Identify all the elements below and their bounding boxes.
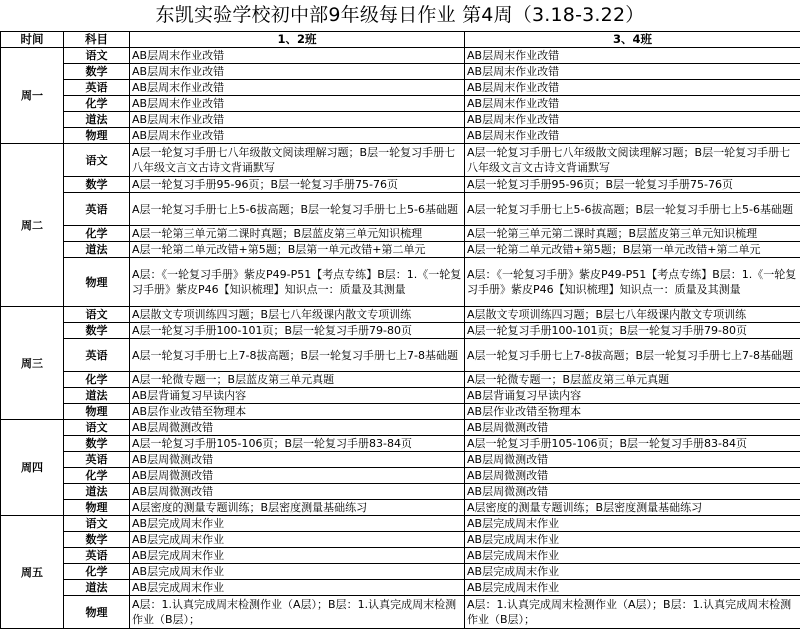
- homework-cell-class-1-2: AB层完成周末作业: [130, 580, 465, 596]
- homework-cell-class-1-2: AB层完成周末作业: [130, 564, 465, 580]
- subject-cell: 英语: [64, 339, 130, 372]
- homework-cell-class-3-4: AB层周末作业改错: [465, 112, 800, 128]
- homework-cell-class-3-4: AB层周微测改错: [465, 468, 800, 484]
- homework-cell-class-3-4: AB层周微测改错: [465, 484, 800, 500]
- subject-cell: 道法: [64, 580, 130, 596]
- table-row: [1, 468, 800, 484]
- homework-cell-class-1-2: AB层周末作业改错: [130, 80, 465, 96]
- table-row: [1, 372, 800, 388]
- homework-cell-class-3-4: A层一轮微专题一；B层蓝皮第三单元真题: [465, 372, 800, 388]
- homework-cell-class-1-2: AB层周末作业改错: [130, 48, 465, 64]
- homework-cell-class-1-2: A层一轮复习手册105-106页；B层一轮复习手册83-84页: [130, 436, 465, 452]
- homework-cell-class-1-2: A层密度的测量专题训练；B层密度测量基础练习: [130, 500, 465, 516]
- homework-cell-class-3-4: AB层完成周末作业: [465, 580, 800, 596]
- subject-cell: 数学: [64, 323, 130, 339]
- table-row: [1, 452, 800, 468]
- homework-cell-class-1-2: AB层周末作业改错: [130, 112, 465, 128]
- homework-cell-class-3-4: A层一轮第三单元第二课时真题；B层蓝皮第三单元知识梳理: [465, 226, 800, 242]
- subject-cell: 语文: [64, 307, 130, 323]
- homework-cell-class-3-4: A层一轮复习手册七八年级散文阅读理解习题；B层一轮复习手册七八年级文言文古诗文背诵默写: [465, 144, 800, 177]
- homework-cell-class-1-2: AB层周微测改错: [130, 420, 465, 436]
- table-row: [1, 580, 800, 596]
- subject-cell: 道法: [64, 112, 130, 128]
- table-row: [1, 388, 800, 404]
- homework-cell-class-3-4: AB层周末作业改错: [465, 48, 800, 64]
- subject-cell: 道法: [64, 242, 130, 258]
- table-row: [1, 307, 800, 323]
- header-subject: 科目: [64, 32, 130, 48]
- homework-cell-class-3-4: AB层背诵复习早读内容: [465, 388, 800, 404]
- homework-cell-class-1-2: A层一轮复习手册七上5-6拔高题；B层一轮复习手册七上5-6基础题: [130, 193, 465, 226]
- subject-cell: 英语: [64, 80, 130, 96]
- subject-cell: 数学: [64, 177, 130, 193]
- subject-cell: 化学: [64, 226, 130, 242]
- homework-cell-class-3-4: A层一轮复习手册七上5-6拔高题；B层一轮复习手册七上5-6基础题: [465, 193, 800, 226]
- homework-cell-class-1-2: A层散文专项训练四习题；B层七八年级课内散文专项训练: [130, 307, 465, 323]
- homework-cell-class-3-4: AB层完成周末作业: [465, 548, 800, 564]
- homework-cell-class-3-4: A层散文专项训练四习题；B层七八年级课内散文专项训练: [465, 307, 800, 323]
- table-row: [1, 404, 800, 420]
- homework-cell-class-1-2: AB层周微测改错: [130, 484, 465, 500]
- homework-cell-class-1-2: A层：《一轮复习手册》紫皮P49-P51【考点专练】B层：1.《一轮复习手册》紫皮P46【知识梳理】知识点一：质量及其测量: [130, 258, 465, 307]
- homework-cell-class-3-4: AB层周末作业改错: [465, 80, 800, 96]
- table-row: [1, 339, 800, 372]
- day-label: 周一: [1, 48, 64, 144]
- subject-cell: 语文: [64, 420, 130, 436]
- table-row: [1, 112, 800, 128]
- subject-cell: 道法: [64, 388, 130, 404]
- subject-cell: 化学: [64, 96, 130, 112]
- subject-cell: 英语: [64, 548, 130, 564]
- homework-cell-class-1-2: A层一轮复习手册95-96页；B层一轮复习手册75-76页: [130, 177, 465, 193]
- document-title: 东凯实验学校初中部9年级每日作业 第4周（3.18-3.22）: [155, 4, 645, 26]
- table-row: [1, 532, 800, 548]
- subject-cell: 语文: [64, 516, 130, 532]
- table-row: [1, 548, 800, 564]
- subject-cell: 物理: [64, 258, 130, 307]
- header-class-1-2: 1、2班: [130, 32, 465, 48]
- table-row: [1, 242, 800, 258]
- homework-cell-class-3-4: A层：1.认真完成周末检测作业（A层）；B层：1.认真完成周末检测作业（B层）；: [465, 596, 800, 629]
- table-row: [1, 564, 800, 580]
- homework-cell-class-3-4: AB层作业改错至物理本: [465, 404, 800, 420]
- header-class-3-4: 3、4班: [465, 32, 800, 48]
- table-row: [1, 323, 800, 339]
- homework-cell-class-1-2: A层一轮第二单元改错+第5题；B层第一单元改错+第二单元: [130, 242, 465, 258]
- homework-cell-class-1-2: AB层周末作业改错: [130, 96, 465, 112]
- homework-cell-class-1-2: AB层完成周末作业: [130, 548, 465, 564]
- day-label: 周三: [1, 307, 64, 420]
- header-time: 时间: [1, 32, 64, 48]
- table-row: [1, 64, 800, 80]
- subject-cell: 化学: [64, 564, 130, 580]
- table-row: [1, 80, 800, 96]
- subject-cell: 化学: [64, 468, 130, 484]
- homework-cell-class-3-4: A层：《一轮复习手册》紫皮P49-P51【考点专练】B层：1.《一轮复习手册》紫皮P46【知识梳理】知识点一：质量及其测量: [465, 258, 800, 307]
- homework-cell-class-3-4: A层密度的测量专题训练；B层密度测量基础练习: [465, 500, 800, 516]
- table-row: [1, 226, 800, 242]
- homework-cell-class-1-2: AB层周末作业改错: [130, 128, 465, 144]
- homework-cell-class-3-4: AB层周末作业改错: [465, 64, 800, 80]
- homework-cell-class-1-2: AB层周微测改错: [130, 452, 465, 468]
- homework-cell-class-1-2: AB层完成周末作业: [130, 516, 465, 532]
- homework-cell-class-3-4: AB层周微测改错: [465, 420, 800, 436]
- subject-cell: 语文: [64, 48, 130, 64]
- table-row: [1, 128, 800, 144]
- homework-cell-class-1-2: AB层周末作业改错: [130, 64, 465, 80]
- table-row: [1, 144, 800, 177]
- homework-cell-class-3-4: AB层周末作业改错: [465, 96, 800, 112]
- homework-cell-class-3-4: AB层周微测改错: [465, 452, 800, 468]
- homework-cell-class-1-2: A层一轮第三单元第二课时真题；B层蓝皮第三单元知识梳理: [130, 226, 465, 242]
- subject-cell: 数学: [64, 64, 130, 80]
- subject-cell: 数学: [64, 436, 130, 452]
- homework-cell-class-1-2: AB层周微测改错: [130, 468, 465, 484]
- table-row: [1, 96, 800, 112]
- homework-cell-class-1-2: A层一轮复习手册100-101页；B层一轮复习手册79-80页: [130, 323, 465, 339]
- subject-cell: 化学: [64, 372, 130, 388]
- homework-cell-class-1-2: AB层完成周末作业: [130, 532, 465, 548]
- day-label: 周二: [1, 144, 64, 307]
- day-label: 周五: [1, 516, 64, 629]
- table-row: [1, 596, 800, 629]
- subject-cell: 英语: [64, 452, 130, 468]
- homework-cell-class-3-4: AB层完成周末作业: [465, 532, 800, 548]
- table-row: [1, 258, 800, 307]
- day-label: 周四: [1, 420, 64, 516]
- subject-cell: 道法: [64, 484, 130, 500]
- homework-cell-class-1-2: AB层背诵复习早读内容: [130, 388, 465, 404]
- homework-cell-class-1-2: AB层作业改错至物理本: [130, 404, 465, 420]
- homework-cell-class-3-4: A层一轮复习手册100-101页；B层一轮复习手册79-80页: [465, 323, 800, 339]
- homework-cell-class-1-2: A层：1.认真完成周末检测作业（A层）；B层：1.认真完成周末检测作业（B层）；: [130, 596, 465, 629]
- homework-cell-class-1-2: A层一轮复习手册七上7-8拔高题；B层一轮复习手册七上7-8基础题: [130, 339, 465, 372]
- subject-cell: 英语: [64, 193, 130, 226]
- header-row: [1, 32, 800, 48]
- subject-cell: 物理: [64, 128, 130, 144]
- homework-cell-class-3-4: A层一轮第二单元改错+第5题；B层第一单元改错+第二单元: [465, 242, 800, 258]
- homework-cell-class-3-4: A层一轮复习手册95-96页；B层一轮复习手册75-76页: [465, 177, 800, 193]
- homework-cell-class-3-4: AB层周末作业改错: [465, 128, 800, 144]
- table-row: [1, 484, 800, 500]
- subject-cell: 物理: [64, 596, 130, 629]
- table-row: [1, 177, 800, 193]
- table-row: [1, 500, 800, 516]
- table-row: [1, 48, 800, 64]
- homework-cell-class-3-4: A层一轮复习手册105-106页；B层一轮复习手册83-84页: [465, 436, 800, 452]
- homework-table: [0, 31, 800, 629]
- table-row: [1, 516, 800, 532]
- subject-cell: 数学: [64, 532, 130, 548]
- table-row: [1, 193, 800, 226]
- homework-cell-class-3-4: A层一轮复习手册七上7-8拔高题；B层一轮复习手册七上7-8基础题: [465, 339, 800, 372]
- homework-cell-class-1-2: A层一轮微专题一；B层蓝皮第三单元真题: [130, 372, 465, 388]
- subject-cell: 语文: [64, 144, 130, 177]
- subject-cell: 物理: [64, 404, 130, 420]
- homework-cell-class-1-2: A层一轮复习手册七八年级散文阅读理解习题；B层一轮复习手册七八年级文言文古诗文背诵默写: [130, 144, 465, 177]
- subject-cell: 物理: [64, 500, 130, 516]
- table-row: [1, 420, 800, 436]
- homework-cell-class-3-4: AB层完成周末作业: [465, 564, 800, 580]
- table-body: [1, 48, 800, 629]
- homework-cell-class-3-4: AB层完成周末作业: [465, 516, 800, 532]
- table-row: [1, 436, 800, 452]
